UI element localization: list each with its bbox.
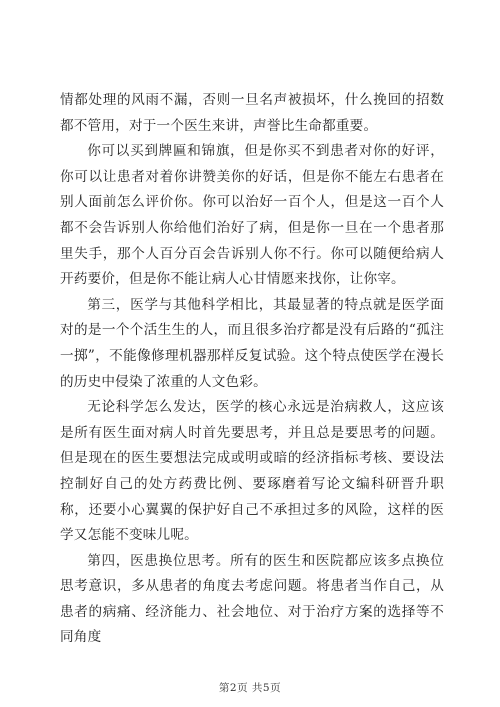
document-body	[60, 88, 444, 651]
paragraph-3: 第三，医学与其他科学相比，其最显著的特点就是医学面对的是一个个活生生的人，而且很多治疗都是没有后路的“孤注一掷”，不能像修理机器那样反复试验。这个特点使医学在漫长的历史中侵染了浓重的人文色彩。	[60, 296, 444, 390]
paragraph-4: 无论科学怎么发达，医学的核心永远是治病救人，这应该是所有医生面对病人时首先要思考，并且总是要思考的问题。但是现在的医生要想法完成或明或暗的经济指标考核、要设法控制好自己的处方药费比例、要琢磨着写论文编科研晋升职称，还要小心翼翼的保护好自己不承担过多的风险，这样的医学又怎能不变味儿呢。	[60, 399, 444, 544]
paragraph-5: 第四，医患换位思考。所有的医生和医院都应该多点换位思考意识，多从患者的角度去考虑问题。将患者当作自己，从患者的病痛、经济能力、社会地位、对于治疗方案的选择等不同角度	[60, 552, 444, 646]
page-number-footer: 第2页 共5页	[218, 682, 282, 694]
paragraph-1: 情都处理的风雨不漏，否则一旦名声被损坏，什么挽回的招数都不管用，对于一个医生来讲，声誉比生命都重要。	[60, 92, 444, 134]
paragraph-2: 你可以买到牌匾和锦旗，但是你买不到患者对你的好评，你可以让患者对着你讲赞美你的好话，但是你不能左右患者在别人面前怎么评价你。你可以治好一百个人，但是这一百个人都不会告诉别人你给他们治好了病，但是你一旦在一个患者那里失手，那个人百分百会告诉别人你不行。你可以随便给病人开药要价，但是你不能让病人心甘情愿来找你，让你宰。	[60, 143, 444, 288]
